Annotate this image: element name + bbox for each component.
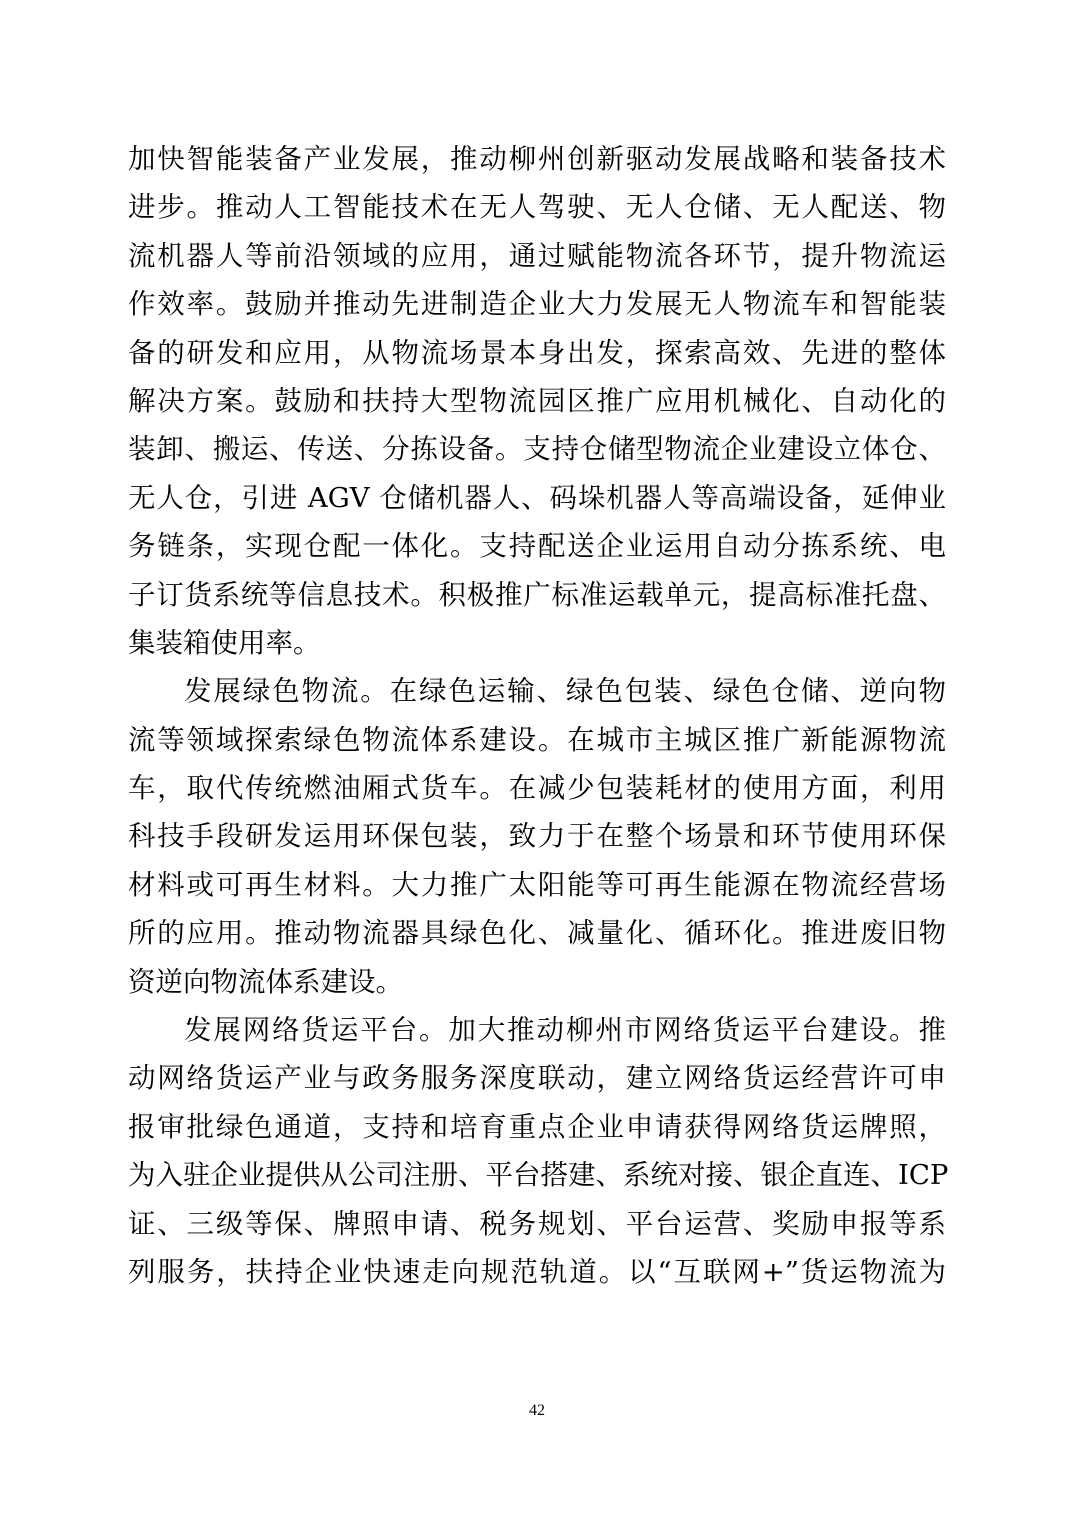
paragraph-smart-equipment: [128, 135, 946, 667]
text-line: 所的应用。推动物流器具绿色化、减量化、循环化。推进废旧物: [128, 917, 946, 950]
text-line: 证、三级等保、牌照申请、税务规划、平台运营、奖励申报等系: [128, 1207, 946, 1240]
text-line: 解决方案。鼓励和扶持大型物流园区推广应用机械化、自动化的: [128, 384, 946, 417]
text-line: 为入驻企业提供从公司注册、平台搭建、系统对接、银企直连、ICP: [128, 1159, 949, 1192]
paragraph-green-logistics: [128, 667, 946, 1006]
text-line: 装卸、搬运、传送、分拣设备。支持仓储型物流企业建设立体仓、: [128, 433, 946, 466]
text-line: 作效率。鼓励并推动先进制造企业大力发展无人物流车和智能装: [128, 288, 946, 321]
paragraph-network-freight: [128, 1006, 949, 1296]
text-line: 报审批绿色通道，支持和培育重点企业申请获得网络货运牌照，: [128, 1110, 946, 1143]
text-line: 务链条，实现仓配一体化。支持配送企业运用自动分拣系统、电: [128, 530, 946, 563]
page-number: 42: [529, 1402, 545, 1419]
text-line: 流等领域探索绿色物流体系建设。在城市主城区推广新能源物流: [128, 723, 946, 756]
text-line: 资逆向物流体系建设。: [128, 965, 403, 998]
text-line: 车，取代传统燃油厢式货车。在减少包装耗材的使用方面，利用: [128, 772, 946, 805]
text-line: 加快智能装备产业发展，推动柳州创新驱动发展战略和装备技术: [128, 143, 946, 175]
text-line: 动网络货运产业与政务服务深度联动，建立网络货运经营许可申: [128, 1062, 946, 1095]
text-line: 科技手段研发运用环保包装，致力于在整个场景和环节使用环保: [128, 820, 946, 853]
text-line: 子订货系统等信息技术。积极推广标准运载单元，提高标准托盘、: [128, 578, 946, 611]
text-line: 列服务，扶持企业快速走向规范轨道。以“互联网+”货运物流为: [128, 1255, 946, 1288]
body-text: [128, 135, 949, 1296]
text-line: 集装箱使用率。: [128, 626, 321, 659]
text-line: 发展绿色物流。在绿色运输、绿色包装、绿色仓储、逆向物: [184, 675, 946, 708]
text-line: 无人仓，引进 AGV 仓储机器人、码垛机器人等高端设备，延伸业: [128, 481, 946, 514]
text-line: 流机器人等前沿领域的应用，通过赋能物流各环节，提升物流运: [128, 239, 946, 272]
text-line: 材料或可再生材料。大力推广太阳能等可再生能源在物流经营场: [128, 868, 946, 901]
text-line: 发展网络货运平台。加大推动柳州市网络货运平台建设。推: [184, 1014, 946, 1047]
text-line: 备的研发和应用，从物流场景本身出发，探索高效、先进的整体: [128, 336, 946, 369]
text-line: 进步。推动人工智能技术在无人驾驶、无人仓储、无人配送、物: [128, 191, 946, 224]
